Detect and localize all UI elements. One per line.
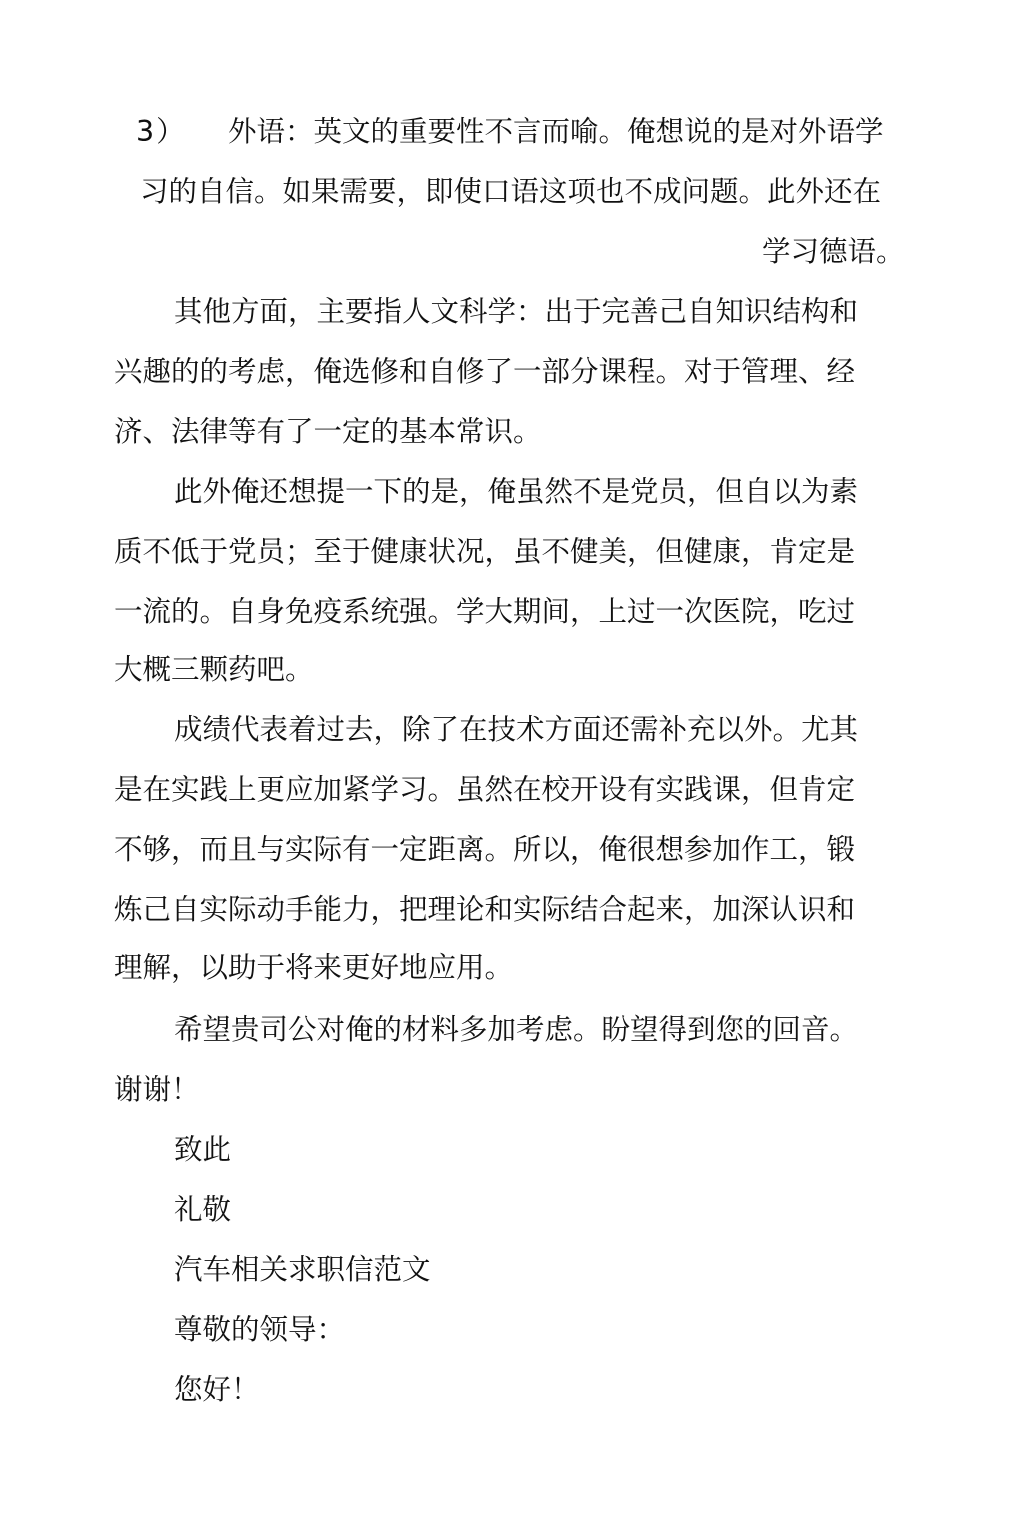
salutation: 尊敬的领导： xyxy=(174,1313,346,1346)
paragraph-hope-line-2: 谢谢！ xyxy=(114,1073,200,1106)
closing-line-2: 礼敬 xyxy=(174,1193,232,1226)
paragraph-other-line-2: 兴趣的的考虑，俺选修和自修了一部分课程。对于管理、经 xyxy=(114,355,856,388)
paragraph-health-line-4: 大概三颗药吧。 xyxy=(114,653,314,686)
item3-line-1: 外语：英文的重要性不言而喻。俺想说的是对外语学 xyxy=(228,115,884,148)
paragraph-health-line-2: 质不低于党员；至于健康状况，虽不健美，但健康，肯定是 xyxy=(114,535,856,568)
paragraph-health-line-3: 一流的。自身免疫系统强。学大期间，上过一次医院，吃过 xyxy=(114,595,856,628)
closing-line-1: 致此 xyxy=(174,1133,232,1166)
item-number: 3） xyxy=(136,115,187,148)
paragraph-practice-line-3: 不够，而且与实际有一定距离。所以，俺很想参加作工，锻 xyxy=(114,833,856,866)
item3-line-3: 学习德语。 xyxy=(762,235,905,268)
paragraph-health-line-1: 此外俺还想提一下的是，俺虽然不是党员，但自以为素 xyxy=(174,475,859,508)
paragraph-hope-line-1: 希望贵司公对俺的材料多加考虑。盼望得到您的回音。 xyxy=(174,1013,859,1046)
paragraph-practice-line-2: 是在实践上更应加紧学习。虽然在校开设有实践课，但肯定 xyxy=(114,773,856,806)
paragraph-practice-line-1: 成绩代表着过去，除了在技术方面还需补充以外。尤其 xyxy=(174,713,859,746)
paragraph-other-line-1: 其他方面，主要指人文科学：出于完善己自知识结构和 xyxy=(174,295,859,328)
letter-title: 汽车相关求职信范文 xyxy=(174,1253,431,1286)
item3-line-2: 习的自信。如果需要，即使口语这项也不成问题。此外还在 xyxy=(140,175,882,208)
paragraph-practice-line-5: 理解，以助于将来更好地应用。 xyxy=(114,951,514,984)
paragraph-other-line-3: 济、法律等有了一定的基本常识。 xyxy=(114,415,542,448)
greeting: 您好！ xyxy=(174,1373,260,1406)
paragraph-practice-line-4: 炼己自实际动手能力，把理论和实际结合起来，加深认识和 xyxy=(114,893,856,926)
